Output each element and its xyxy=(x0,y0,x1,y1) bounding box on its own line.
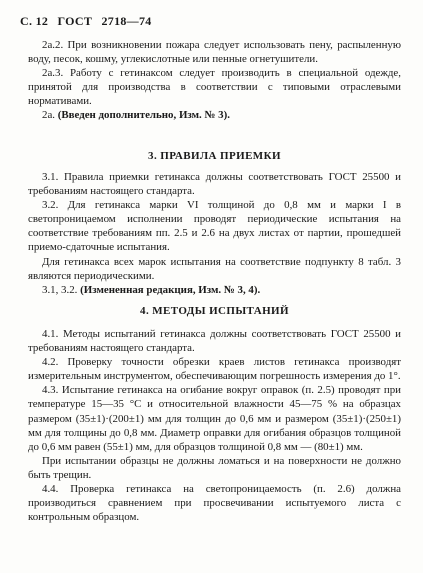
amendment-note-3 xyxy=(28,283,401,297)
paragraph-4-3: 4.3. Испытание гетинакса на огибание вокруг оправок (п. 2.5) проводят при температуре 15—35 °С и относительной влажности 45—75 % на образцах размером (35±1)·(200±1) мм для толщин до 0,6 мм и размером (35±1)·(250±1) мм для толщины до 0,8 мм. Диаметр оправки для огибания образцов толщиной до 0,6 мм равен (55±1) мм, для образцов толщиной 0,8 мм — (80±1) мм. xyxy=(28,384,401,453)
section-4-paragraphs xyxy=(28,327,401,524)
amendment-note-2a xyxy=(28,108,401,122)
page-number: С. 12 xyxy=(20,14,49,28)
paragraph-3-2: 3.2. Для гетинакса марки VI толщиной до 0,8 мм и марки I в светопроницаемом исполнении проводят периодические испытания на соответствие требованиям пп. 2.5 и 2.6 на двух листах от партии, прошедшей приемо-сдаточные испытания. xyxy=(28,199,401,254)
section-3-paragraphs xyxy=(28,170,401,297)
amendment-note-prefix: 2а. xyxy=(42,109,58,122)
paragraph-2a-2: 2а.2. При возникновении пожара следует использовать пену, распыленную воду, песок, кошму, углекислотные или пенные огнетушители. xyxy=(28,39,401,66)
section-4-heading: 4. МЕТОДЫ ИСПЫТАНИЙ xyxy=(140,305,289,317)
paragraph-4-1: 4.1. Методы испытаний гетинакса должны соответствовать ГОСТ 25500 и требованиям настоящего стандарта. xyxy=(28,328,401,355)
page-header xyxy=(20,14,158,29)
standard-number: 2718—74 xyxy=(101,14,152,28)
section-3-heading: 3. ПРАВИЛА ПРИЕМКИ xyxy=(148,150,281,162)
paragraph-2a-3: 2а.3. Работу с гетинаксом следует производить в специальной одежде, принятой для производства в соответствии с типовыми отраслевыми нормативами. xyxy=(28,67,401,108)
standard-label: ГОСТ xyxy=(57,14,93,28)
amendment-note-prefix: 3.1, 3.2. xyxy=(42,283,81,296)
paragraph-4-2: 4.2. Проверку точности обрезки краев листов гетинакса производят измерительным инструментом, обеспечивающим погрешность измерения до 1°. xyxy=(28,356,401,383)
amendment-note-bold: (Введен дополнительно, Изм. № 3). xyxy=(57,109,230,122)
paragraph-4-3-requirement: При испытании образцы не должны ломаться и на поверхности не должно быть трещин. xyxy=(28,454,401,481)
paragraph-4-4: 4.4. Проверка гетинакса на светопроницаемость (п. 2.6) должна производиться сравнением при просвечивании испытуемого листа с контрольным образцом. xyxy=(28,483,401,524)
section-2a-paragraphs xyxy=(28,38,401,123)
paragraph-3-2-periodic: Для гетинакса всех марок испытания на соответствие подпункту 8 табл. 3 являются периодическими. xyxy=(28,255,401,282)
amendment-note-bold: (Измененная редакция, Изм. № 3, 4). xyxy=(80,283,261,296)
paragraph-3-1: 3.1. Правила приемки гетинакса должны соответствовать ГОСТ 25500 и требованиям настоящего стандарта. xyxy=(28,171,401,198)
